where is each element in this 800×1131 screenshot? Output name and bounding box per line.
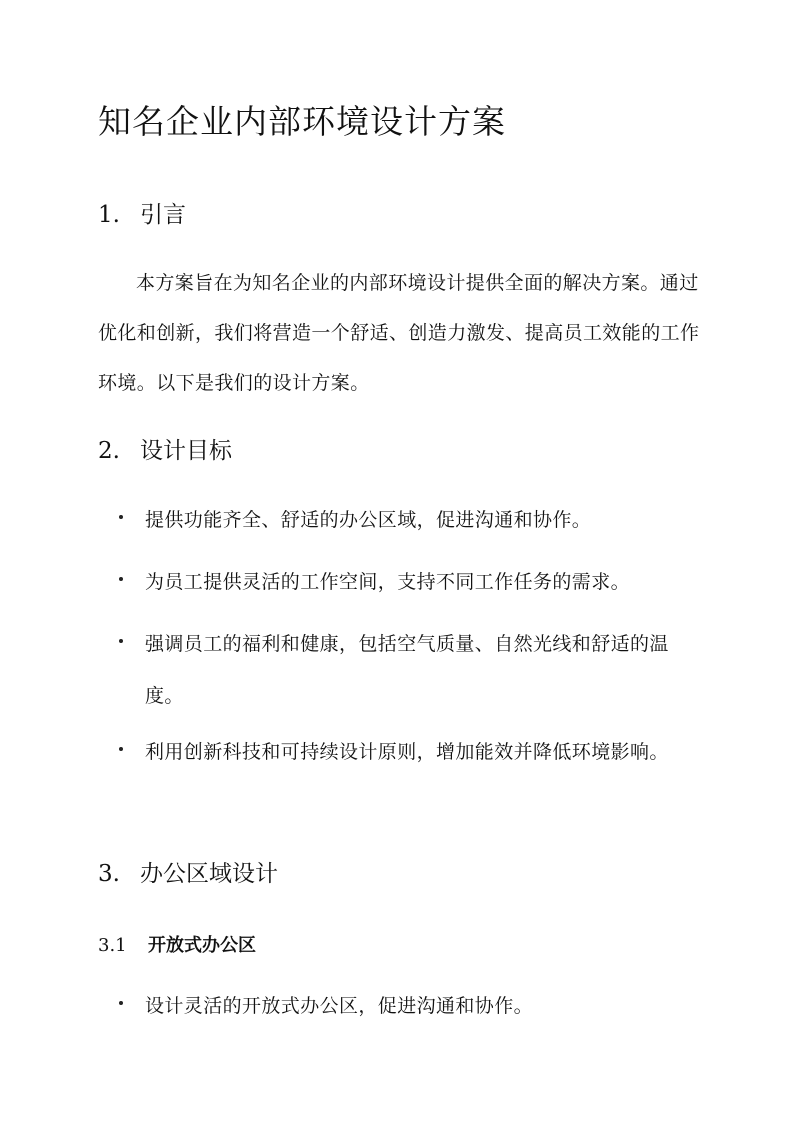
section-title: 办公区域设计 bbox=[140, 861, 278, 887]
list-item-text: 设计灵活的开放式办公区，促进沟通和协作。 bbox=[145, 995, 534, 1017]
section-number: 2. bbox=[98, 438, 120, 464]
bullet-icon bbox=[119, 639, 123, 643]
list-item-text: 利用创新科技和可持续设计原则，增加能效并降低环境影响。 bbox=[145, 741, 669, 763]
section-heading-design-goals bbox=[98, 432, 232, 465]
section-heading-office-design bbox=[98, 855, 278, 888]
list-item-text: 为员工提供灵活的工作空间，支持不同工作任务的需求。 bbox=[145, 571, 631, 593]
subsection-number: 3.1 bbox=[98, 935, 127, 956]
section-title: 引言 bbox=[140, 202, 186, 228]
section-number: 1. bbox=[98, 202, 120, 228]
subsection-heading-open-office bbox=[98, 931, 256, 957]
document-title: 知名企业内部环境设计方案 bbox=[98, 102, 506, 141]
bullet-icon bbox=[119, 747, 123, 751]
bullet-icon bbox=[119, 1001, 123, 1005]
section-title: 设计目标 bbox=[140, 438, 232, 464]
subsection-title: 开放式办公区 bbox=[148, 935, 256, 956]
list-item-text: 提供功能齐全、舒适的办公区域，促进沟通和协作。 bbox=[145, 509, 592, 531]
section-number: 3. bbox=[98, 861, 120, 887]
section-heading-introduction bbox=[98, 196, 186, 229]
bullet-icon bbox=[119, 577, 123, 581]
introduction-paragraph: 本方案旨在为知名企业的内部环境设计提供全面的解决方案。通过优化和创新，我们将营造一个舒适、创造力激发、提高员工效能的工作环境。以下是我们的设计方案。 bbox=[98, 272, 700, 394]
list-item-text: 强调员工的福利和健康，包括空气质量、自然光线和舒适的温度。 bbox=[145, 633, 669, 707]
bullet-icon bbox=[119, 515, 123, 519]
